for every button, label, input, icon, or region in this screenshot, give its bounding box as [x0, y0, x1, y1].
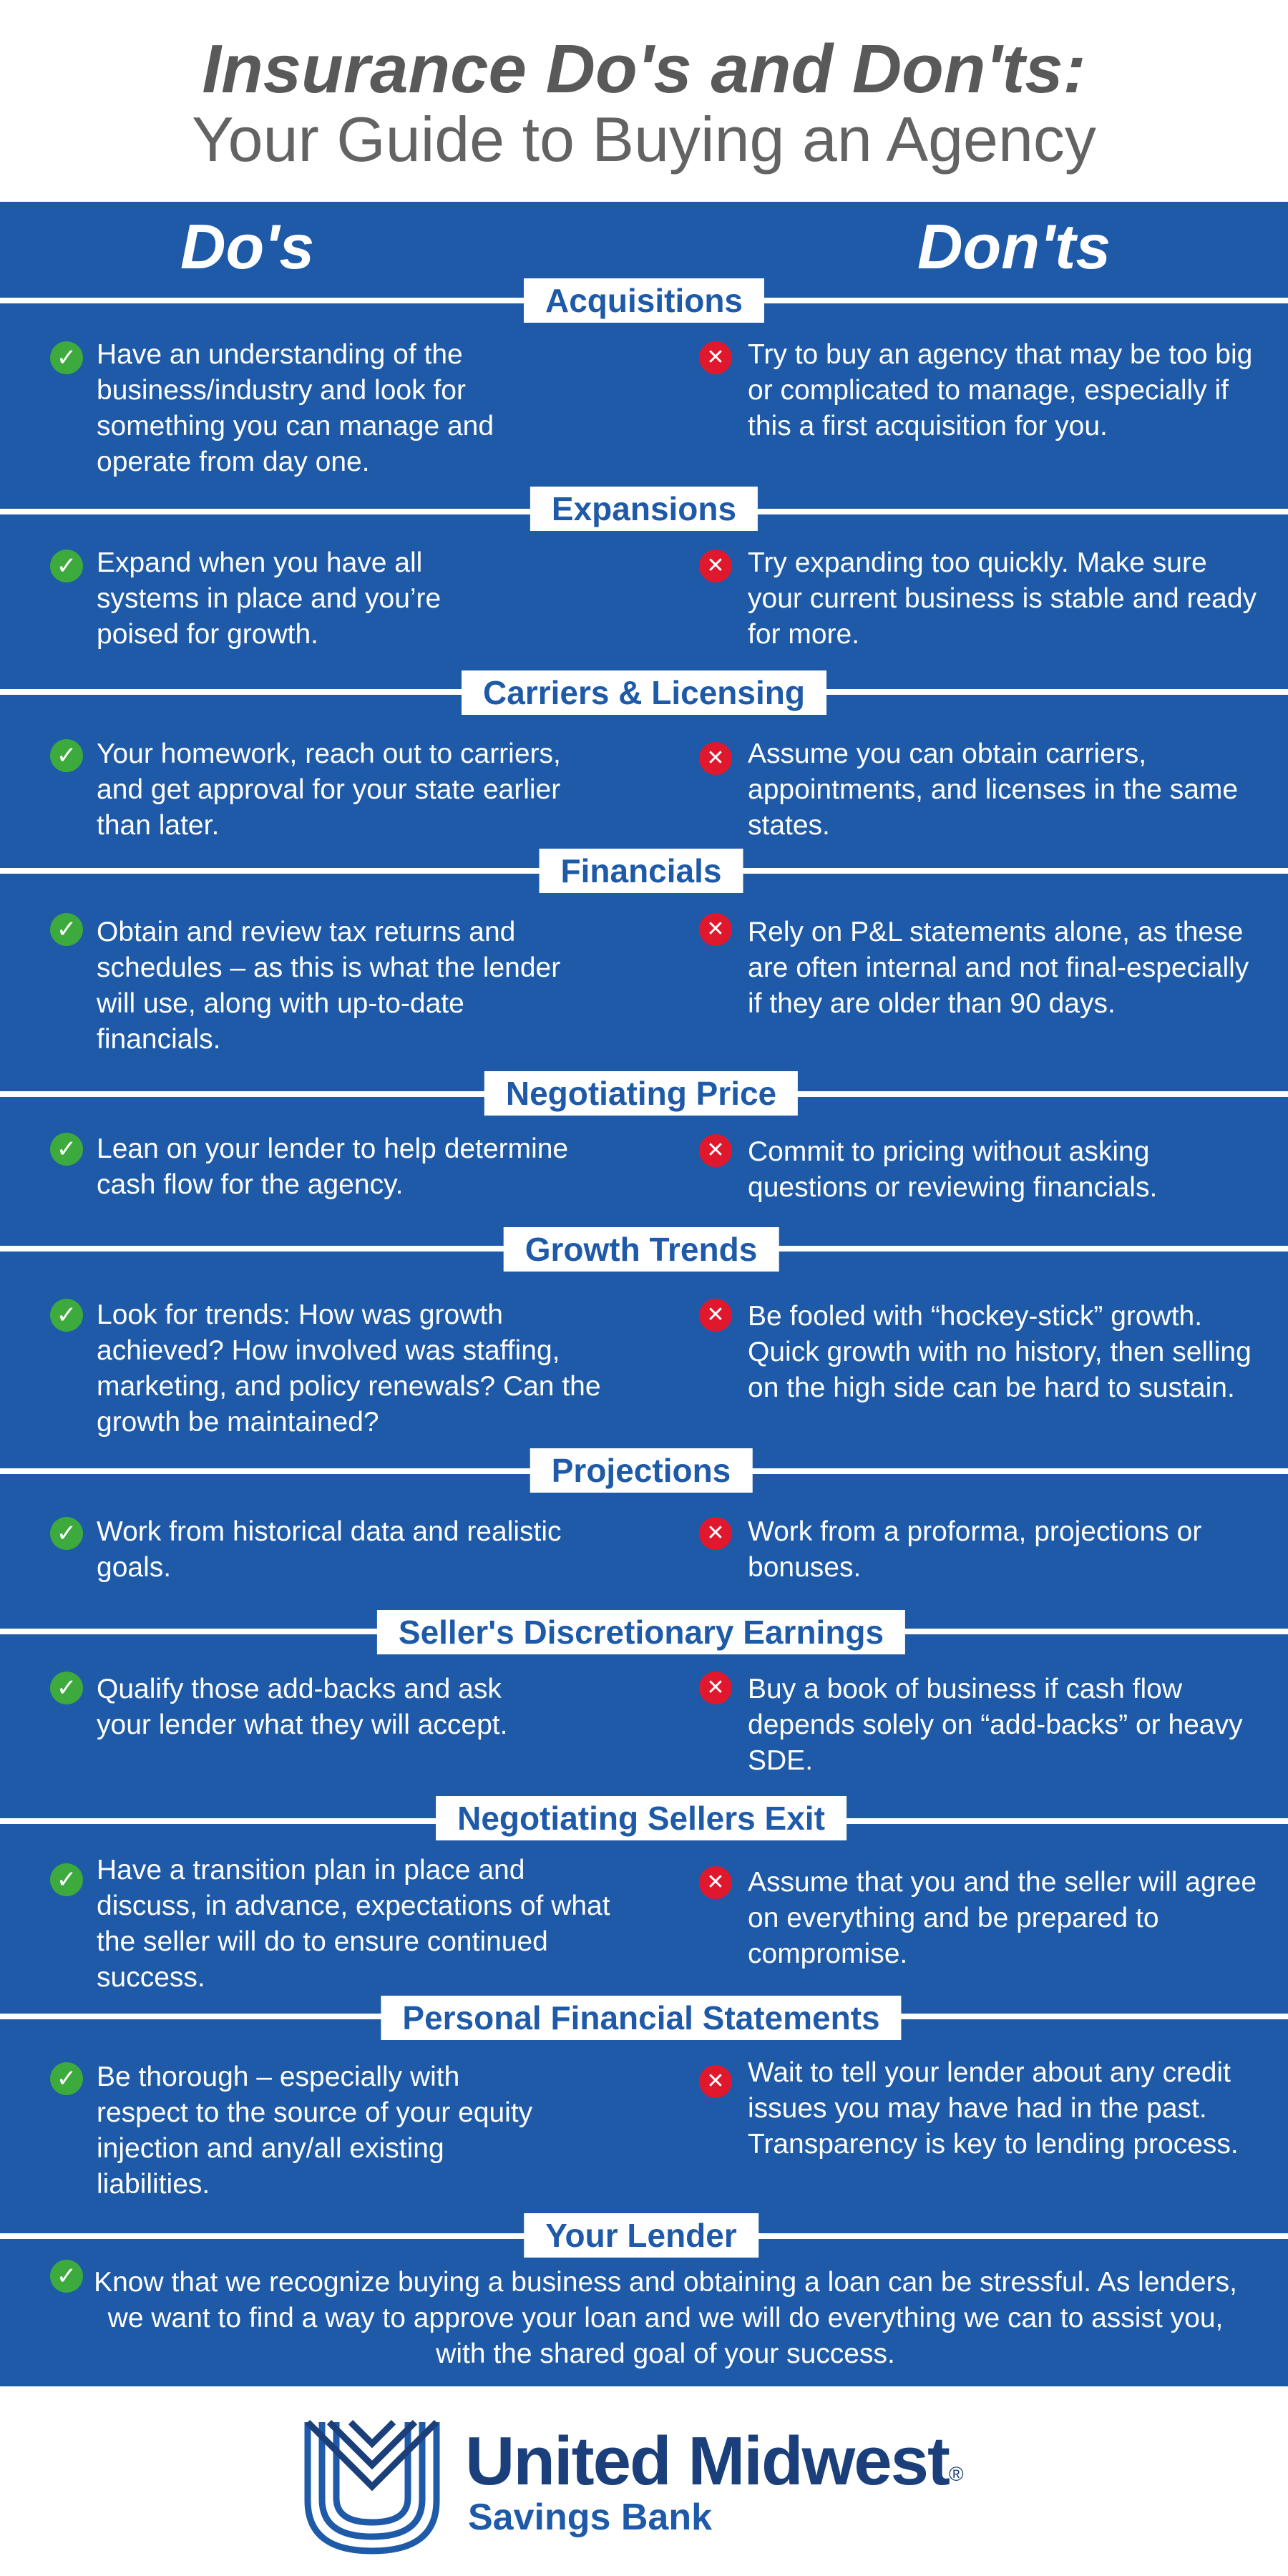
page-subtitle: Your Guide to Buying an Agency	[192, 104, 1096, 175]
section-heading: Personal Financial Statements	[381, 1996, 901, 2040]
page-title: Insurance Do's and Don'ts:	[202, 31, 1086, 107]
check-icon: ✓	[50, 341, 83, 374]
dont-item: Try expanding too quickly. Make sure your current business is stable and ready for more.	[748, 547, 1257, 650]
do-item: Have a transition plan in place and discuss, in advance, expectations of what the seller will do to ensure continued success.	[97, 1855, 610, 1993]
section-heading: Negotiating Price	[484, 1071, 798, 1116]
section-heading: Projections	[530, 1448, 753, 1493]
check-icon: ✓	[50, 1517, 83, 1550]
section-heading: Negotiating Sellers Exit	[436, 1796, 847, 1840]
cross-icon: ✕	[699, 2065, 732, 2098]
section-heading: Seller's Discretionary Earnings	[377, 1610, 905, 1654]
check-icon: ✓	[50, 1863, 83, 1896]
bank-name	[465, 2422, 962, 2501]
do-item: Have an understanding of the business/industry and look for something you can manage and operate from day one.	[97, 339, 494, 477]
dont-item: Try to buy an agency that may be too big or complicated to manage, especially if this a first acquisition for you.	[748, 339, 1253, 441]
section-heading: Expansions	[530, 487, 758, 531]
section-heading: Acquisitions	[524, 278, 764, 323]
cross-icon: ✕	[699, 742, 732, 775]
dont-item: Assume you can obtain carriers, appointments, and licenses in the same states.	[748, 738, 1239, 841]
bank-logo-icon	[301, 2415, 444, 2558]
do-item: Your homework, reach out to carriers, and get approval for your state earlier than later.	[97, 738, 561, 841]
dont-item: Work from a proforma, projections or bonuses.	[748, 1516, 1202, 1583]
do-item: Lean on your lender to help determine cash flow for the agency.	[97, 1133, 569, 1200]
check-icon: ✓	[50, 739, 83, 772]
do-item: Work from historical data and realistic goals.	[97, 1516, 562, 1583]
check-icon: ✓	[50, 913, 83, 946]
bank-subname: Savings Bank	[468, 2497, 713, 2538]
check-icon: ✓	[50, 1133, 83, 1166]
cross-icon: ✕	[699, 341, 732, 374]
registered-mark: ®	[949, 2463, 962, 2485]
cross-icon: ✕	[699, 1134, 732, 1167]
do-item: Qualify those add-backs and ask your lender what they will accept.	[97, 1674, 508, 1740]
dont-item: Buy a book of business if cash flow depends solely on “add-backs” or heavy SDE.	[748, 1674, 1243, 1776]
header	[0, 0, 1288, 202]
donts-column-heading: Don'ts	[917, 211, 1111, 282]
section-heading-your-lender: Your Lender	[524, 2213, 758, 2258]
dont-item: Wait to tell your lender about any credit issues you may have had in the past. Transparency is key to lending process.	[748, 2057, 1239, 2160]
lender-text: Know that we recognize buying a business and obtaining a loan can be stressful. As lenders, we want to find a way to approve your loan and we will do everything we can to assist you, with the shared goal of your success.	[94, 2267, 1237, 2369]
cross-icon: ✕	[699, 1672, 732, 1704]
cross-icon: ✕	[699, 1299, 732, 1332]
check-icon: ✓	[50, 2062, 83, 2095]
section-heading: Carriers & Licensing	[462, 670, 826, 715]
dont-item: Assume that you and the seller will agree on everything and be prepared to compromise.	[748, 1867, 1257, 1969]
bank-name-text: United Midwest	[465, 2423, 950, 2499]
check-icon: ✓	[50, 1299, 83, 1332]
do-item: Obtain and review tax returns and schedules – as this is what the lender will use, along with up-to-date financials.	[97, 917, 561, 1055]
cross-icon: ✕	[699, 913, 732, 946]
dont-item: Rely on P&L statements alone, as these are often internal and not final-especially if they are older than 90 days.	[748, 917, 1249, 1019]
dos-column-heading: Do's	[180, 211, 315, 282]
cross-icon: ✕	[699, 550, 732, 582]
section-heading: Financials	[540, 849, 743, 893]
check-icon: ✓	[50, 1672, 83, 1704]
do-item: Be thorough – especially with respect to the source of your equity injection and any/all existing liabilities.	[97, 2062, 533, 2200]
check-icon: ✓	[50, 2260, 83, 2293]
section-heading: Growth Trends	[504, 1227, 779, 1272]
do-item: Look for trends: How was growth achieved? How involved was staffing, marketing, and policy renewals? Can the growth be maintained?	[97, 1299, 601, 1438]
do-item: Expand when you have all systems in place and you’re poised for growth.	[97, 547, 441, 650]
dont-item: Be fooled with “hockey-stick” growth. Quick growth with no history, then selling on the high side can be hard to sustain.	[748, 1301, 1252, 1403]
cross-icon: ✕	[699, 1866, 732, 1899]
cross-icon: ✕	[699, 1517, 732, 1550]
dont-item: Commit to pricing without asking questions or reviewing financials.	[748, 1136, 1158, 1203]
check-icon: ✓	[50, 550, 83, 582]
